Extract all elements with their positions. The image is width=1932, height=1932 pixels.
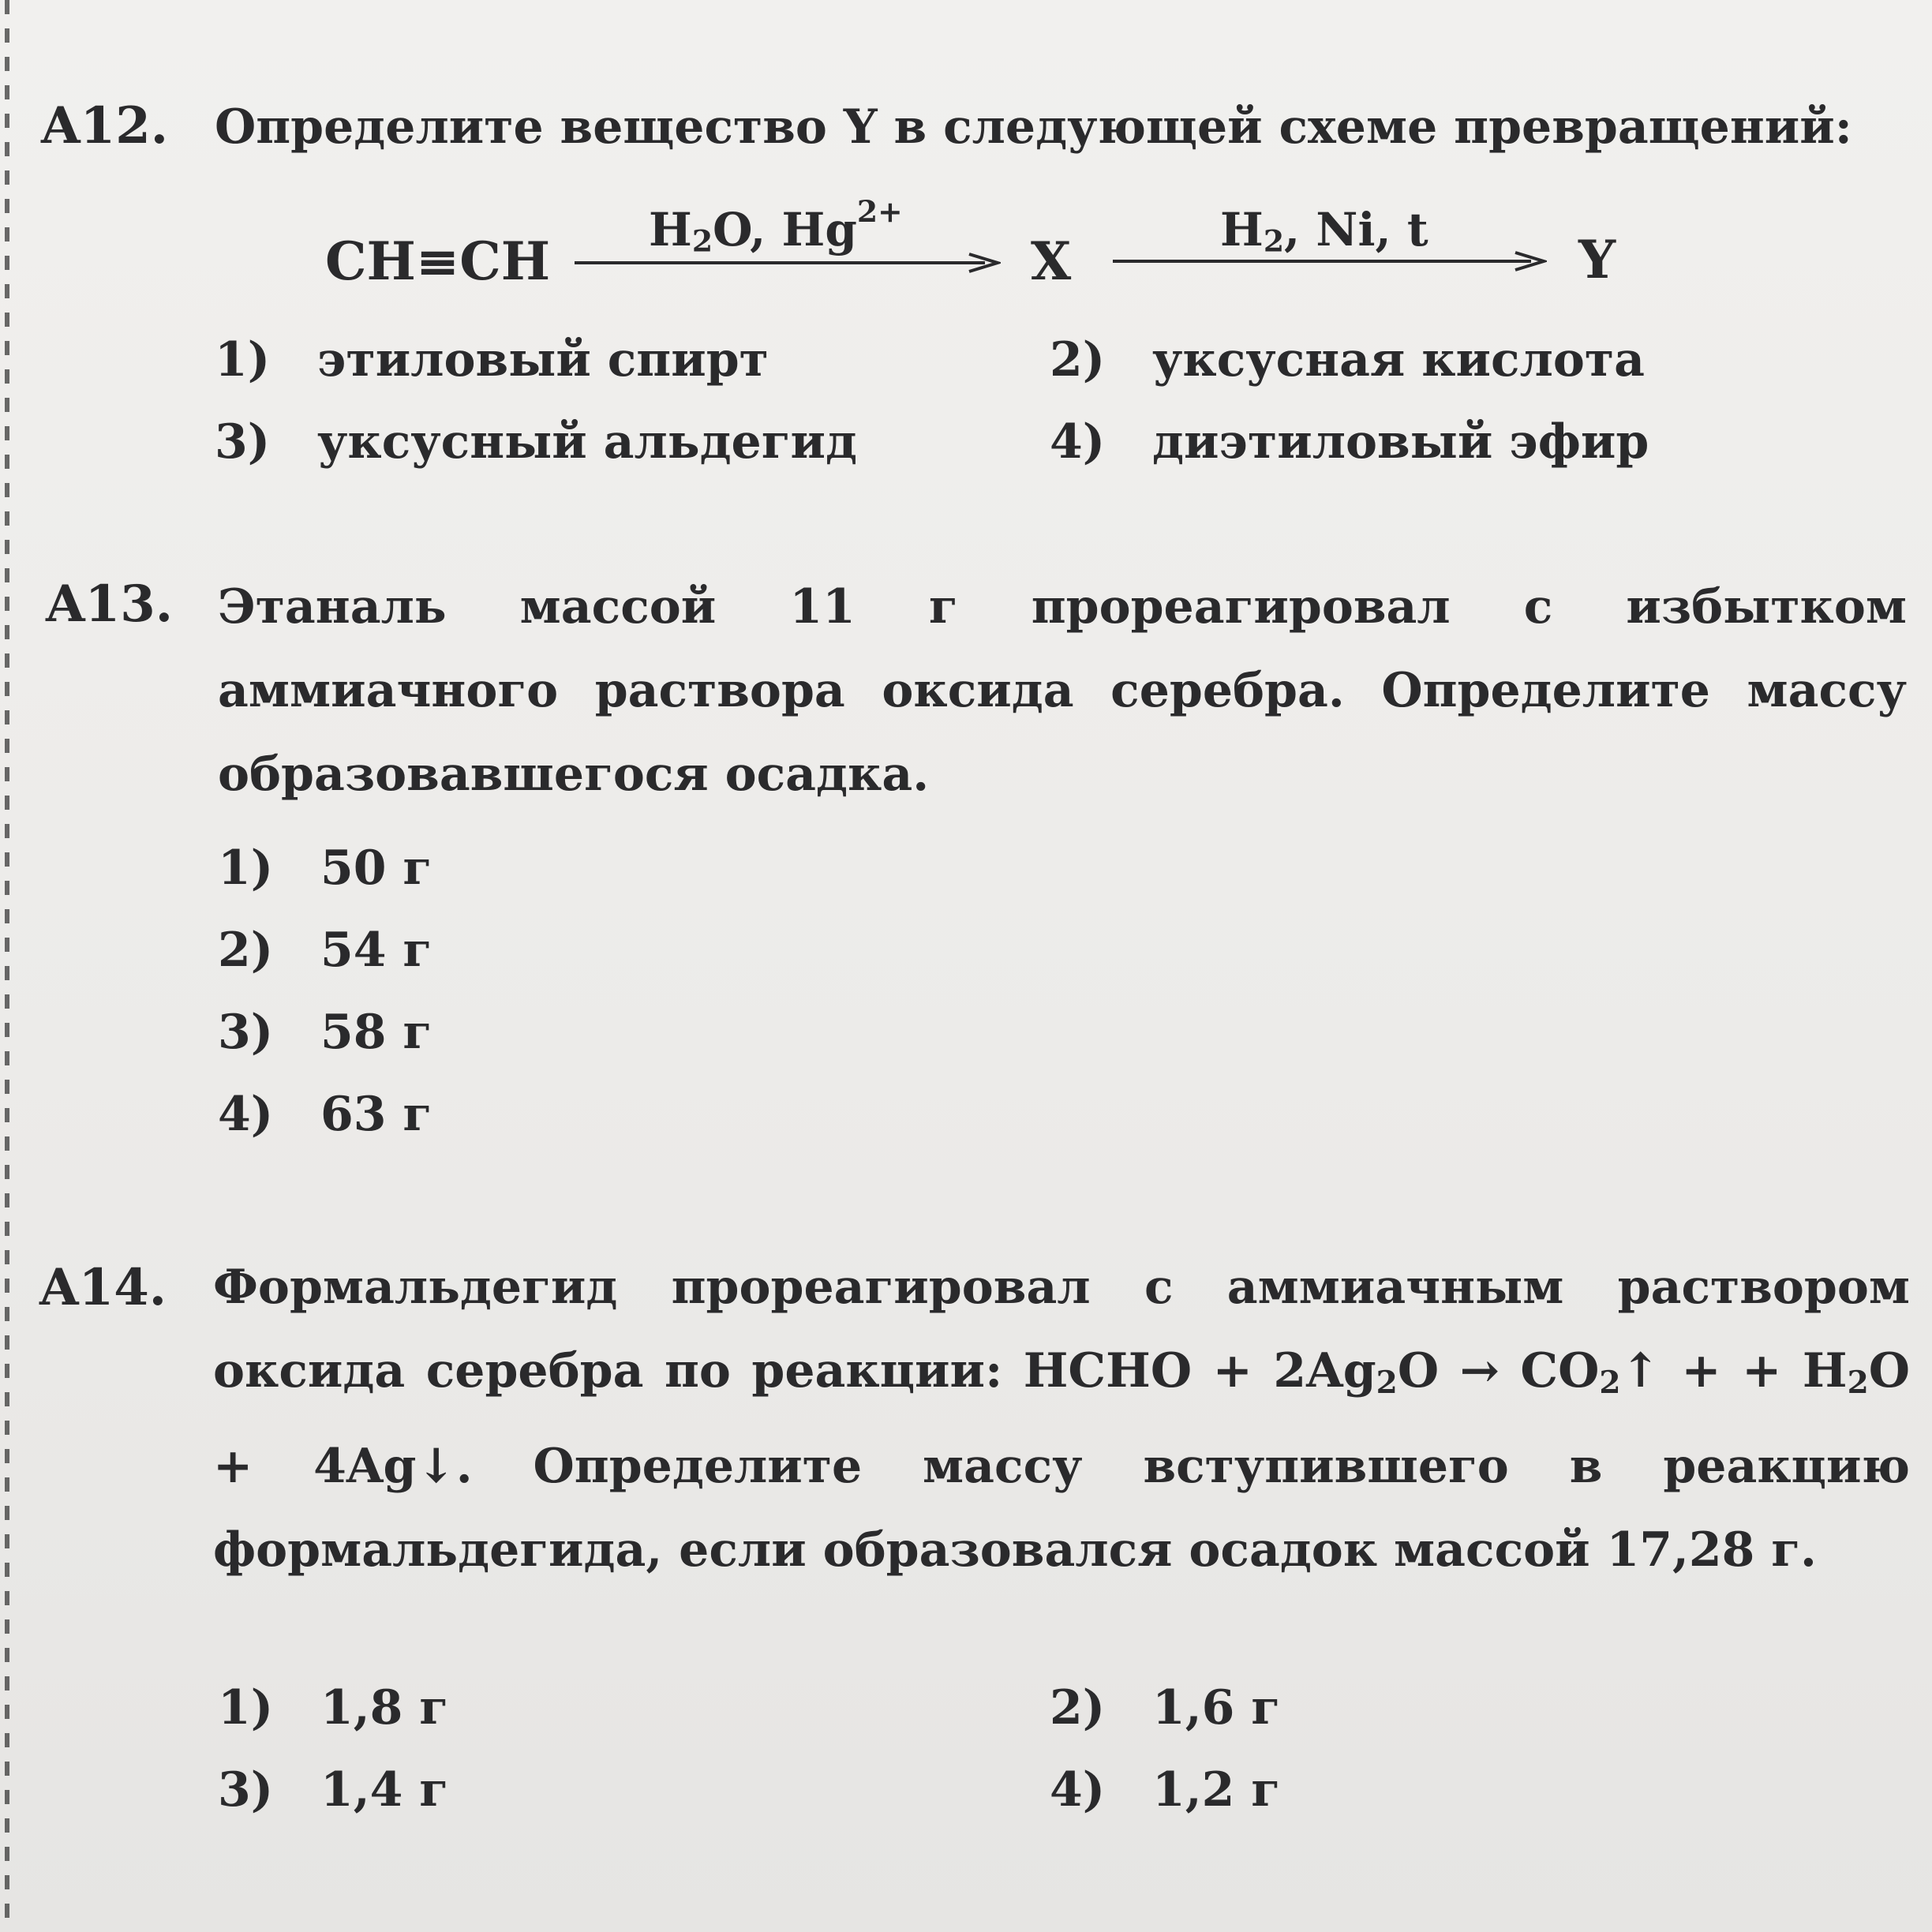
scheme-step2-conditions: $H_2$, Ni, t	[1220, 203, 1428, 259]
question-text: Определите вещество Y в следующей схеме превращений:	[215, 99, 1852, 155]
scheme-intermediate: X	[1031, 230, 1072, 292]
scheme-start: CH≡CH	[325, 230, 551, 292]
arrow-icon	[1113, 251, 1547, 271]
scheme-step1-conditions: $H_2O$, $Hg^{2+}$	[649, 194, 903, 259]
question-number: A12.	[41, 96, 168, 155]
option-3: 3) 1,4 г	[218, 1762, 449, 1818]
question-text: Этаналь массой 11 г прореагировал с избытком аммиачного раствора оксида серебра. Определите массу образовавшегося осадка.	[218, 579, 1907, 802]
option-3: 3) уксусный альдегид	[215, 414, 857, 470]
option-3: 3) 58 г	[218, 1005, 432, 1060]
question-number: A14.	[39, 1258, 167, 1317]
option-1: 1) этиловый спирт	[215, 332, 769, 388]
option-1: 1) 1,8 г	[218, 1680, 449, 1735]
option-1: 1) 50 г	[218, 841, 432, 896]
option-2: 2) уксусная кислота	[1050, 332, 1645, 388]
option-4: 4) 1,2 г	[1050, 1762, 1281, 1818]
option-4: 4) диэтиловый эфир	[1050, 414, 1649, 470]
question-text: Формальдегид прореагировал с аммиачным раствором оксида серебра по реакции: HCHO + $2Ag_2O$ → $CO_2↑$ + + $H_2O$ + 4Ag↓. Определите массу вступившего в реакцию формальдегида, если образовался осадок массой 17,28 г.	[213, 1260, 1910, 1578]
binding-edge	[5, 0, 9, 1932]
question-number: A13.	[46, 575, 173, 634]
scheme-product: Y	[1578, 229, 1616, 290]
option-2: 2) 1,6 г	[1050, 1680, 1281, 1735]
arrow-icon	[575, 253, 1001, 273]
option-2: 2) 54 г	[218, 923, 432, 978]
option-4: 4) 63 г	[218, 1087, 432, 1142]
